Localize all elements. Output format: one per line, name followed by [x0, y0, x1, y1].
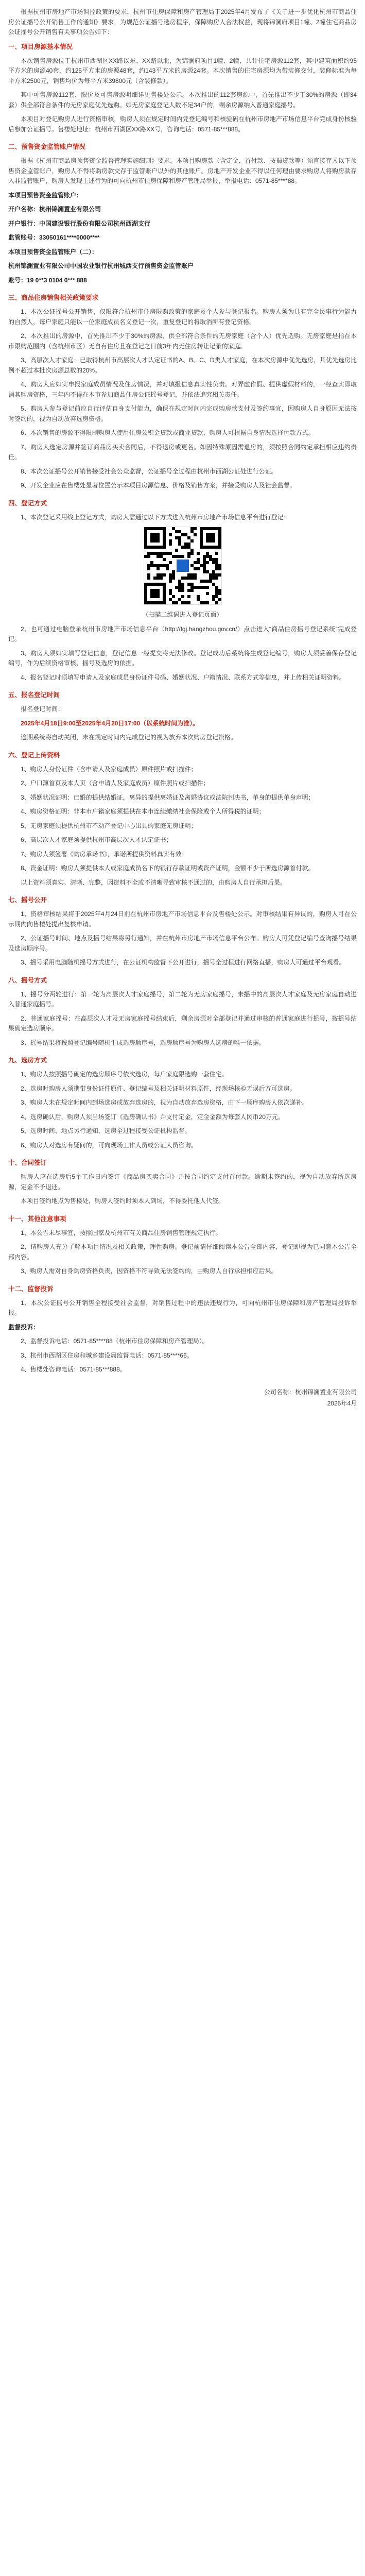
body-paragraph: 8、本次公证摇号公开销售接受社会公众监督，公证摇号全过程由杭州市西湖公证处进行公证。: [21, 467, 277, 475]
body-paragraph: 4、售楼处咨询电话：0571-85***888。: [21, 1366, 126, 1373]
body-paragraph: 1、购房人按照摇号确定的选房顺序号依次选房，每户家庭限选购一套住宅。: [21, 1071, 228, 1078]
account-line: 开户名称：杭州锦澜置业有限公司: [8, 206, 101, 213]
qr-code-block: [8, 527, 357, 605]
body-paragraph: 7、购房人须签署《购房承诺书》，承诺所提供资料真实有效；: [21, 850, 188, 858]
account-line: 本项目预售资金监管账户（二）：: [8, 248, 98, 256]
body-paragraph: 1、本次公证摇号公开销售全程接受社会监督，对销售过程中的违法违规行为，可向杭州市住房保障和房产管理局投诉举报。: [8, 1299, 357, 1316]
body-paragraph: 5、购房人参与登记前应自行评估自身支付能力，确保在规定时间内完成购房款支付及签约事宜，因购房人自身原因无法按时签约的，视为自动放弃选房资格。: [8, 405, 357, 422]
body-paragraph: 1、购房人身份证件（含申请人及家庭成员）原件照片或扫描件；: [21, 765, 197, 773]
body-paragraph: 1、本次登记采用线上登记方式，购房人需通过以下方式进入杭州市房地产市场信息平台进行登记：: [21, 513, 290, 521]
section-heading-2: 二、预售资金监管账户情况: [8, 143, 86, 150]
body-paragraph: 2、户口簿首页及本人页（含申请人及家庭成员）原件照片或扫描件；: [21, 779, 210, 787]
body-paragraph: 1、资格审核结果将于2025年4月24日前在杭州市房地产市场信息平台及售楼处公示。对审核结果有异议的，购房人可在公示期内向售楼处提出复核申请。: [8, 910, 357, 928]
intro-paragraph: 根据杭州市房地产市场调控政策的要求，杭州市住房保障和房产管理局于2025年4月发布了《关于进一步优化杭州市商品住房公证摇号公开销售工作的通知》要求，为规范公证摇号选房程序，保障购房人合法权益，现将锦澜府项目1幢、2幢住宅商品房公证摇号公开销售有关事项公告如下：: [8, 8, 357, 36]
section-heading-9: 九、选房方式: [8, 1057, 47, 1064]
account-line: 本项目预售资金监管账户：: [8, 191, 83, 199]
body-paragraph: 2、本次推出的房源中，首先推出不少于30%的房源，供全部符合条件的无房家庭（含个人）优先选购。无房家庭是指在本市限购范围内（含杭州市区）无自有住房且在登记之日前3年内无住房转让记录的家庭。: [8, 332, 357, 350]
section-heading-10: 十、合同签订: [8, 1159, 47, 1166]
body-paragraph: 8、资金证明：购房人须提供本人或家庭成员名下的银行存款证明或资产证明，金额不少于所选房源首付款。: [21, 865, 315, 872]
section-heading-1: 一、项目房源基本情况: [8, 43, 73, 50]
body-paragraph: 本次销售房源位于杭州市西湖区XX路以东、XX路以北，为锦澜府项目1幢、2幢，共计住宅房源112套，其中建筑面积约95平方米的房源40套，约125平方米的房源48套，约143平方米的房源24套。本次销售的住宅房源均为带装修交付，装修标准为每平方米2500元，销售均价为每平方米39800元（含装修款）。: [8, 57, 357, 84]
signature-block: [8, 1386, 357, 1409]
body-paragraph: 购房人应在选房后5个工作日内签订《商品房买卖合同》并按合同约定支付首付款。逾期未签约的，视为自动放弃所选房源，定金不予退还。: [8, 1173, 357, 1191]
body-paragraph: 2、公证摇号时间、地点及摇号结果将另行通知，并在杭州市房地产市场信息平台公布。购房人可凭登记编号查询摇号结果及选房顺序号。: [8, 935, 357, 952]
account-line: 开户银行：中国建设银行股份有限公司杭州西湖支行: [8, 219, 151, 227]
body-paragraph: 4、报名登记时须填写申请人及家庭成员身份证件号码、婚姻状况、户籍情况、联系方式等信息，并上传相关证明资料。: [21, 673, 345, 681]
body-paragraph: 根据《杭州市商品房预售资金监督管理实施细则》要求，本项目购房款（含定金、首付款、按揭贷款等）须直接存入以下预售资金监管账户，购房人不得将购房款交存于监管账户以外的其他账户。房地产开发企业不得以任何理由要求购房人将购房款存入非监管账户，购房人发现上述行为的可向杭州市住房保障和房产管理局举报，举报电话：0571-85****88。: [8, 157, 357, 184]
account-line: 杭州锦澜置业有限公司中国农业银行杭州城西支行预售资金监管账户: [8, 262, 194, 269]
section-heading-4: 四、登记方式: [8, 499, 47, 507]
body-paragraph: 3、摇号结果将按照登记编号随机生成选房顺序号，选房顺序号为购房人选房的唯一依据。: [21, 1039, 265, 1046]
body-paragraph: 2、普通家庭摇号：在高层次人才及无房家庭摇号结束后，剩余房源对全部登记并通过审核的普通家庭进行摇号，按摇号结果确定选房顺序。: [8, 1014, 357, 1032]
body-paragraph: 6、本次销售的房源不得限制购房人使用住房公积金贷款或商业贷款，购房人可根据自身情况选择付款方式。: [21, 429, 315, 436]
body-paragraph: 以上资料须真实、清晰、完整，因资料不全或不清晰导致审核不通过的，由购房人自行承担后果。: [21, 878, 287, 886]
body-paragraph: 3、杭州市西湖区住房和城乡建设局监督电话：0571-85****66。: [21, 1351, 193, 1359]
body-paragraph: 3、购房人未在规定时间内到场选房或放弃选房的，视为自动放弃选房资格，由下一顺序购房人依次递补。: [21, 1099, 308, 1106]
body-paragraph: 其中可售房源112套，限价及可售房源明细详见售楼处公示。本次推出的112套房源中，首先推出不少于30%的房源（即34套）供全部符合条件的无房家庭优先选购。如无房家庭登记人数不足34户的，剩余房源纳入普通家庭摇号。: [8, 91, 357, 109]
body-paragraph: 1、摇号分两轮进行：第一轮为高层次人才家庭摇号，第二轮为无房家庭摇号，未摇中的高层次人才家庭及无房家庭自动进入普通家庭摇号。: [8, 990, 357, 1008]
section-heading-7: 七、摇号公开: [8, 896, 47, 904]
body-paragraph: 5、选房时间、地点另行通知，选房全过程接受公证机构监督。: [21, 1127, 191, 1134]
section-heading-5: 五、报名登记时间: [8, 691, 60, 699]
body-paragraph: 1、本公告未尽事宜，按照国家及杭州市有关商品住房销售管理规定执行。: [21, 1229, 222, 1236]
body-paragraph: 4、购房资格证明：非本市户籍家庭须提供在本市连续缴纳社会保险或个人所得税的证明；: [21, 808, 265, 815]
body-paragraph: 本项目对登记购房人进行资格审核，购房人须在规定时间内凭登记编号和核验码在杭州市房地产市场信息平台完成身份核验后参加公证摇号。售楼处地址：杭州市西湖区XX路XX号，咨询电话：0571-85***888。: [8, 115, 357, 133]
body-paragraph: 3、摇号采用电脑随机摇号方式进行，在公证机构监督下公开进行，摇号全过程进行网络直播，购房人可通过平台观看。: [21, 959, 345, 966]
body-paragraph: 3、购房人需对自身购房资格负责，因资格不符导致无法签约的，由购房人自行承担相应后果。: [21, 1267, 277, 1275]
body-paragraph: 6、购房人对选房有疑问的，可向现场工作人员或公证人员咨询。: [21, 1141, 197, 1149]
body-paragraph: 7、购房人选定房源并签订商品房买卖合同后，不得退房或更名。如因特殊原因需退房的，须按照合同约定承担相应违约责任。: [8, 443, 357, 461]
section-heading-3: 三、商品住房销售相关政策要求: [8, 294, 99, 301]
body-paragraph: 2、请购房人充分了解本项目情况及相关政策，理性购房。登记前请仔细阅读本公告全部内容，登记即视为已同意本公告全部内容。: [8, 1243, 357, 1261]
body-paragraph: 9、开发企业应在售楼处显著位置公示本项目房源信息、价格及销售方案，并接受购房人及社会监督。: [21, 482, 296, 489]
section-heading-12: 十二、监督投诉: [8, 1285, 54, 1293]
body-paragraph: 4、购房人应如实申报家庭成员情况及住房情况，并对填报信息真实性负责。对弄虚作假、提供虚假材料的，一经查实即取消其购房资格，三年内不得在本市参加商品住房公证摇号登记，并依法追究相关责任。: [8, 381, 357, 398]
body-paragraph: 2、监督投诉电话：0571-85****88（杭州市住房保障和房产管理局）。: [21, 1337, 208, 1345]
account-line: 账号：19 0**3 0104 0*** 888: [8, 276, 87, 284]
qr-caption: （扫描二维码进入登记页面）: [142, 611, 223, 618]
body-paragraph: 本项目签约地点为售楼处，购房人签约时须本人到场，不得委托他人代签。: [21, 1197, 225, 1205]
registration-time: 2025年4月18日9:00至2025年4月20日17:00（以系统时间为准）。: [21, 719, 199, 727]
body-paragraph: 3、高层次人才家庭：已取得杭州市高层次人才认定证书的A、B、C、D类人才家庭，在本次房源中优先选房，其优先选房比例不超过本批次房源总数的20%。: [8, 357, 357, 374]
body-paragraph: 报名登记时间：: [21, 705, 64, 713]
signature-company: 公司名称：杭州锦澜置业有限公司: [264, 1388, 357, 1396]
body-paragraph: 2、选房时购房人须携带身份证件原件、登记编号及相关证明材料原件，经现场核验无误后方可选房。: [21, 1084, 296, 1092]
body-paragraph: 逾期系统将自动关闭，未在规定时间内完成登记的视为放弃本次购房登记资格。: [21, 734, 237, 741]
body-paragraph: 1、本次公证摇号公开销售，仅限符合杭州市住房限购政策的家庭及个人参与登记报名。购房人须为具有完全民事行为能力的自然人，每户家庭只能以一位家庭成员名义登记一次，重复登记的将取消所有登记资格。: [8, 308, 357, 326]
section-heading-8: 八、摇号方式: [8, 976, 47, 984]
body-paragraph: 6、高层次人才家庭须提供杭州市高层次人才认定证书；: [21, 836, 172, 843]
body-paragraph: 4、选房确认后，购房人须当场签订《选房确认书》并支付定金，定金金额为每套人民币20万元。: [21, 1113, 285, 1121]
qr-code-icon[interactable]: [144, 527, 222, 605]
section-heading-11: 十一、其他注意事项: [8, 1215, 66, 1223]
section-heading-6: 六、登记上传资料: [8, 751, 60, 759]
account-line: 监管账号：33050161****0000****: [8, 234, 100, 241]
body-paragraph: 3、婚姻状况证明：已婚的提供结婚证，离异的提供离婚证及离婚协议或法院判决书，单身的提供单身声明；: [21, 793, 315, 801]
signature-date: 2025年4月: [327, 1399, 357, 1407]
body-paragraph: 3、购房人须如实填写登记信息，登记信息一经提交将无法修改。登记成功后系统将生成登记编号，购房人须妥善保存登记编号，作为后续资格审核、摇号及选房的依据。: [8, 649, 357, 667]
complaint-label: 监督投诉：: [8, 1323, 40, 1331]
body-paragraph: 2、也可通过电脑登录杭州市房地产市场信息平台（http://fgj.hangzhou.gov.cn/）点击进入“商品住房摇号登记系统”完成登记。: [8, 625, 357, 642]
body-paragraph: 5、无房家庭须提供杭州市不动产登记中心出具的家庭无房证明；: [21, 822, 197, 829]
